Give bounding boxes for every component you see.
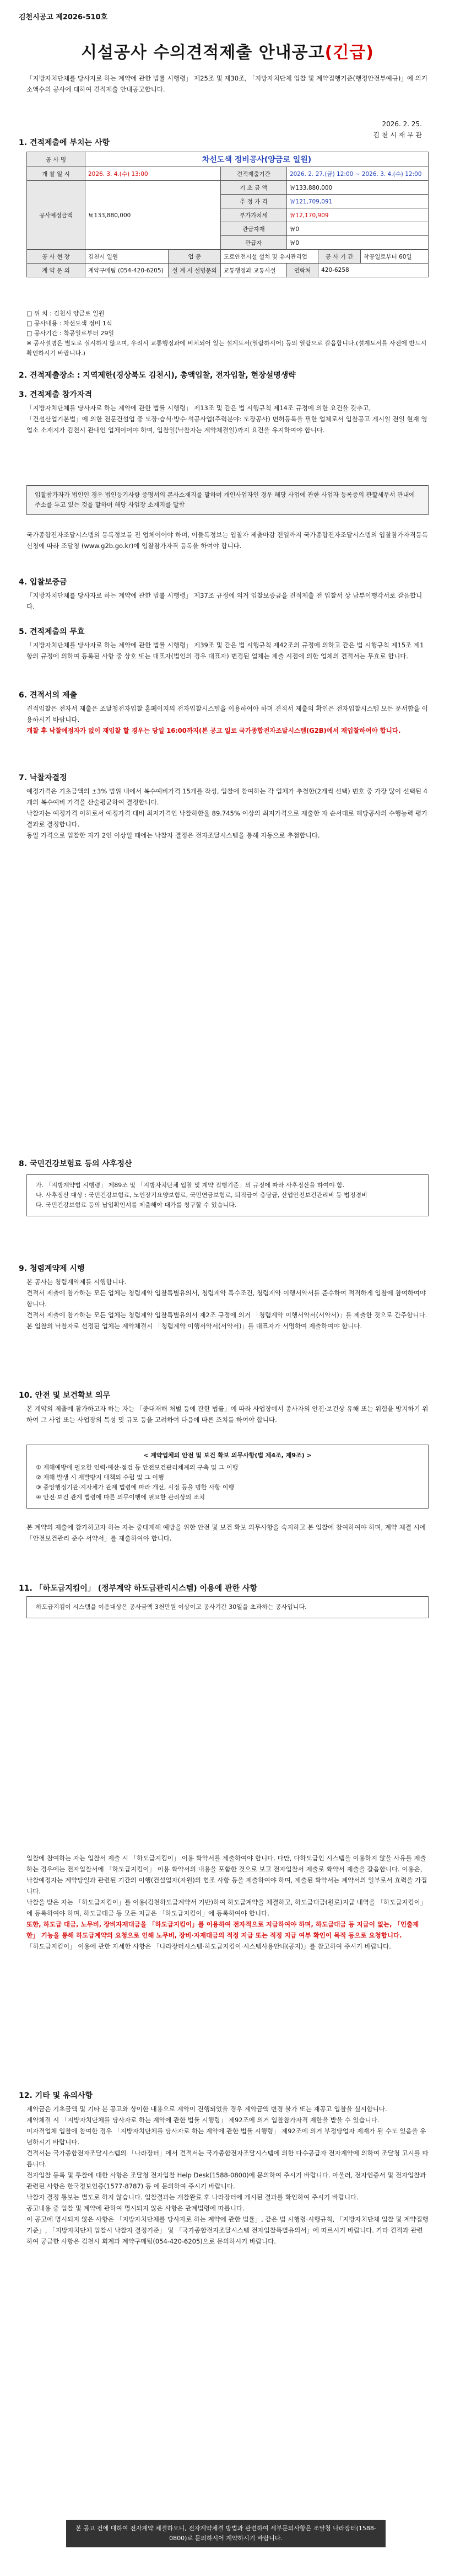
ov-sub-extra-value: ￦0 [286, 236, 428, 250]
list-item: 견적서 제출에 참가하는 모든 업체는 청렴계약 입찰특별유의서, 청렴계약 특수조건, 청렴계약 이행서약서를 준수하여 적격하게 입찰에 참여하여야 합니다. [26, 1289, 426, 1308]
section-5-heading: 5. 견적제출의 무효 [19, 627, 85, 636]
list-item: ※ 공사설명은 별도로 실시하지 않으며, 우리시 교통행정과에 비치되어 있는 설계도서(열람하시어) 등의 열람으로 갈음합니다.(설계도서를 사전에 반드시 확인하시기 바랍니다.) [26, 340, 427, 357]
ov-r4-label-1: 업 종 [169, 250, 220, 264]
s5-text: 「지방자치단체를 당사자로 하는 계약에 관한 법률 시행령」 제39조 및 같은 법 시행규칙 제42조의 규정에 의하고 같은 법 시행규칙 제15조 제1항의 규정에 의하여 등록된 사항 중 상호 또는 대표자(법인의 경우 대표자) 변경된 업체는 제출 시점에 의한 업체의 견적서는 무효로 합니다. [26, 641, 424, 660]
section-1-heading: 1. 견적제출에 부치는 사항 [19, 138, 110, 147]
s11-box [26, 1596, 429, 1618]
list-item: 「지방자치단체를 당사자로 하는 계약에 관한 법률 시행령」 제13조 및 같은 법 시행규칙 제14조 규정에 의한 요건을 갖추고, [26, 404, 371, 412]
ov-sub-value-2: ￦12,170,909 [286, 208, 428, 222]
list-item: 개찰 후 낙찰예정자가 없이 재입찰 할 경우는 당일 16:00까지(본 공고 일로 국가종합전자조달시스템(G2B)에서 재입찰하여야 합니다. [26, 727, 401, 734]
list-item: 낙찰자 결정 통보는 별도로 하지 않습니다. 입찰결과는 개찰완료 후 나라장터에 게시된 결과를 확인하여 주시기 바랍니다. [26, 2193, 359, 2201]
ov-label-open: 개 찰 일 시 [27, 167, 85, 181]
section-12-heading: 12. 기타 및 유의사항 [19, 2091, 93, 2100]
ov-label-name: 공 사 명 [27, 152, 85, 167]
list-item: 낙찰을 받은 자는 「하도급지킴이」를 이용(김천하도급계약서 기반)하여 하도급계약을 체결하고, 하도급대금(원료)지급 내역을 「하도급지킴이」에 등록하여야 하며, 하도급대금 등 모든 지급은 「하도급지킴이」에 등록하여야 합니다. [26, 1898, 427, 1917]
ov-project-name: 차선도색 정비공사(양금로 일원) [85, 152, 429, 167]
section-7-heading: 7. 낙찰자결정 [19, 774, 67, 782]
ov-r5-label-4: 연락처 [286, 264, 318, 277]
s8-box [26, 1174, 429, 1216]
section-8-heading: 8. 국민건강보험료 등의 사후정산 [19, 1160, 132, 1168]
list-item: □ 공사기간 : 착공일로부터 29일 [26, 330, 114, 337]
section-3-heading: 3. 견적제출 참가자격 [19, 390, 92, 399]
ov-r4-value-0: 김천시 일원 [85, 250, 169, 264]
section-2-heading: 2. 견적제출장소 : 지역제한(경상북도 김천시), 총액입찰, 전자입찰, 현장설명생략 [19, 371, 296, 380]
s10-box [26, 1445, 429, 1509]
ov-sub-value-0: ￦133,880,000 [286, 181, 428, 195]
section-6-heading: 6. 견적서의 제출 [19, 691, 77, 700]
notice-date: 2026. 2. 25. [382, 120, 422, 128]
list-item: 본 공사는 청렴계약제를 시행합니다. [26, 1278, 127, 1286]
list-item: 본 입찰의 낙찰자로 선정된 업체는 계약체결시 「청렴계약 이행서약서(서약서)」를 대표자가 서명하여 제출하여야 합니다. [26, 1322, 362, 1330]
list-item: 미자격업체 입찰에 참여한 경우 「지방자치단체를 당사자로 하는 계약에 관한 법률 시행령」 제92조에 의거 부정당업자 제재가 될 수도 있음을 유념하시기 바랍니다. [26, 2127, 426, 2146]
list-item: 견적서는 국가종합전자조달시스템의 「나라장터」에서 견적서는 국가종합전자조달시스템에 의한 다수공급자 전자계약에 의하여 조달청 고시를 따릅니다. [26, 2149, 429, 2168]
section-9-heading: 9. 청렴계약제 시행 [19, 1264, 85, 1273]
list-item: ① 재해예방에 필요한 인력·예산·점검 등 안전보건관리체계의 구축 및 그 이행 [36, 1464, 239, 1471]
list-item: 입찰에 참여하는 자는 입찰서 제출 시 「하도급지킴이」 이용 확약서를 제출하여야 합니다. 다만, 다하도급인 시스템을 이용하지 않을 사유를 제출하는 경우에는 전자입찰서에 「하도급지킴이」 이용 확약서의 내용을 포함한 것으로 보고 전자입찰서 제출로 확약서 제출을 갈음합니다. 이용은, 낙찰예정자는 계약당일과 관련된 기간의 이행(건설업자(자원)의 협조 사항 등을 제출하여야 하며, 제출된 확약서는 계약서의 일부로서 효력을 가집니다. [26, 1854, 427, 1895]
list-item: 이 공고에 명시되지 않은 사항은 「지방자치단체를 당사자로 하는 계약에 관한 법률」, 같은 법 시행령·시행규칙, 「지방자치단체 입찰 및 계약집행기준」, 「지방자치단체 입찰시 낙찰자 결정기준」 및 「국가종합전자조달시스템 전자입찰특별유의서」에 따르시기 바랍니다. 기타 견적과 관련하여 궁금한 사항은 김천시 회계과 계약구매팀(054-420-6205)으로 문의하시기 바랍니다. [26, 2215, 429, 2245]
list-item: 예정가격은 기초금액의 ±3% 범위 내에서 복수예비가격 15개를 작성, 입찰에 참여하는 각 업체가 추첨한(2개씩 선택) 번호 중 가장 많이 선택된 4개의 복수예비 가격을 산술평균하여 결정합니다. [26, 787, 428, 806]
list-item: 계약금은 기초금액 및 기타 본 공고와 상이한 내용으로 계약이 진행되었을 경우 계약금액 변경 불가 또는 재공고 입찰을 실시합니다. [26, 2105, 387, 2113]
list-item: 가. 「지방계약법 시행령」 제89조 및 「지방자치단체 입찰 및 계약 집행기준」의 규정에 따라 사후정산을 하여야 함. [36, 1182, 345, 1189]
ov-sub-extra-label: 관급자 [220, 236, 286, 250]
list-item: 계약체결 시 「지방자치단체를 당사자로 하는 계약에 관한 법률 시행령」 제92조에 의거 입찰참가자격 제한을 받을 수 있습니다. [26, 2116, 380, 2124]
ov-r4-value-1: 도로안전시설 설치 및 유지관리업 [220, 250, 318, 264]
s12-items [26, 2103, 429, 2247]
ov-r5-label-0: 계 약 문 의 [27, 264, 85, 277]
list-item: 동일 가격으로 입찰한 자가 2인 이상일 때에는 낙찰자 결정은 전자조달시스템을 통해 자동으로 추첨합니다. [26, 831, 320, 839]
s3-after: 국가종합전자조달시스템의 등록정보를 전 업체이어야 하며, 이들록정보는 입찰자 제출마감 전일까지 국가종합전자조달시스템의 입찰참가자격등록신청에 따라 조달청 (www.g2b.go.kr)에 입찰참가자격 등록을 하여야 합니다. [26, 531, 428, 550]
title-main: 시설공사 수의견적제출 안내공고 [81, 43, 325, 62]
list-item: 낙찰자는 예정가격 이하로서 예정가격 대비 최저가격인 낙찰하한율 89.745% 이상의 최저가격으로 제출한 자 순서대로 해당공사의 수행능력 평가 결과로 결정합니다. [26, 809, 428, 828]
list-item: 「하도급지킴이」 이용에 관한 자세한 사항은 「나라장터시스템·하도급지킴이·시스템사용안내(공지)」를 참고하여 주시기 바랍니다. [26, 1942, 391, 1950]
section-10-heading: 10. 안전 및 보건확보 의무 [19, 1391, 111, 1400]
ov-sub-label-2: 부가가치세 [220, 208, 286, 222]
list-item: □ 위 치 : 김천시 양금로 일원 [26, 310, 105, 317]
list-item: 또한, 하도급 대금, 노무비, 장비자재대금을 「하도급지킴이」를 이용하여 전자적으로 지급하여야 하며, 하도급대금 등 지급이 없는, 「인출제한」 기능을 통해 하도급계약의 요청으로 인해 노무비, 장비·자재대금의 적정 지급 또는 적정 지급 여부 확인이 목적 등으로 요청합니다. [26, 1920, 419, 1939]
list-item: □ 공사내용 : 차선도색 정비 1식 [26, 320, 112, 327]
page-title [0, 39, 455, 63]
list-item: 전자입찰 등록 및 투찰에 대한 사항은 조달청 전자입찰 Help Desk(1588-0800)에 문의하여 주시기 바랍니다. 아울러, 전자인증서 및 전자입찰과 관련된 사항은 한국정보인증(1577-8787) 등 에 문의하여 주시기 바랍니다. [26, 2171, 426, 2190]
notice-issuer: 김 천 시 재 무 관 [373, 131, 422, 139]
list-item: ③ 중앙행정기관·지자체가 관계 법령에 따라 개선, 시정 등을 명한 사항 이행 [36, 1484, 234, 1491]
ov-sub-value-3: ￦0 [286, 222, 428, 236]
overview-notes [26, 309, 429, 358]
notice-date-block [373, 119, 422, 141]
ov-open-date: 2026. 3. 4.(수) 13:00 [85, 167, 221, 181]
s11-items [26, 1853, 429, 1952]
ov-r5-dept: 교통행정과 교통시설 [220, 264, 286, 277]
s7-items [26, 786, 429, 841]
ov-r5-phone: 420-6258 [318, 264, 429, 277]
ov-budget-value: ￦133,880,000 [85, 181, 221, 250]
list-item: 공고내용 중 입찰 및 계약에 관하여 명시되지 않은 사항은 관계법령에 따릅니다. [26, 2204, 245, 2212]
list-item: 나. 사후정산 대상 : 국민건강보험료, 노인장기요양보험료, 국민연금보험료, 퇴직급여 충당금, 산업안전보건관리비 등 법정경비 [36, 1192, 367, 1199]
ov-sub-label-3: 관급자재 [220, 222, 286, 236]
s3-note-box: 입찰참가자가 법인인 경우 법인등기사항 증명서의 본사소재지를 말하며 개인사업자인 경우 해당 사업에 관한 사업자 등록증의 관할세무서 관내에 주소를 두고 있는 것을 말하며 해당 사업장 소재지를 말함 [26, 485, 429, 515]
ov-r4-label-0: 공 사 현 장 [27, 250, 85, 264]
ov-r4-value-3: 착공일로부터 60일 [360, 250, 428, 264]
list-item: 견적입찰은 전자서 제출은 조달청전자입찰 홈페이지의 전자입찰시스템을 이용하여야 하며 견적서 제출의 확인은 전자입찰시스템 모든 문서함을 이용하시기 바랍니다. [26, 705, 428, 723]
s10-after: 본 계약의 제출에 참가하고자 하는 자는 중대재해 예방을 위한 안전 및 보건 확보 의무사항을 숙지하고 본 입찰에 참여하여야 하며, 계약 체결 시에 「안전보건관리 준수 서약서」를 제출하여야 합니다. [26, 1523, 426, 1542]
ov-r4-label-3: 공 사 기 간 [318, 250, 361, 264]
footer-notice-box: 본 공고 건에 대하여 전자계약 체결하오니, 전자계약체결 방법과 관련하여 세부문의사항은 조달청 나라장터(1588-0800)로 문의하시어 계약하시기 바랍니다. [66, 2520, 386, 2547]
ov-sub-label-1: 추 정 가 격 [220, 195, 286, 208]
s10-box-title: < 계약업체의 안전 및 보건 확보 의무사항(법 제4조, 제9조) > [143, 1452, 312, 1459]
list-item: 다. 국민건강보험료 등의 납입확인서를 제출해야 대가를 청구할 수 있습니다. [36, 1201, 237, 1209]
ov-r5-label-2: 설 계 서 설명문의 [169, 264, 220, 277]
list-item: 견적서 제출에 참가하는 모든 업체는 청렴계약 입찰특별유의서 제2조 규정에 의거 「청렴계약 이행서약서(서약서)」를 제출한 것으로 간주합니다. [26, 1311, 427, 1319]
s3-items [26, 402, 429, 436]
s4-text: 「지방자치단체를 당사자로 하는 계약에 관한 법률 시행령」 제37조 규정에 의거 입찰보증금을 견적제출 전 입찰서 상 납부이행각서로 갈음합니다. [26, 592, 422, 610]
section-4-heading: 4. 입찰보증금 [19, 578, 67, 587]
list-item: ④ 안전·보건 관계 법령에 따른 의무이행에 필요한 관리상의 조치 [36, 1494, 205, 1501]
notice-number: 김천시공고 제2026-510호 [19, 13, 108, 22]
list-item: ② 재해 발생 시 재발방지 대책의 수립 및 그 이행 [36, 1474, 164, 1481]
overview-table [26, 152, 429, 277]
list-item: 「건설산업기본법」에 의한 전문건설업 중 도장·습식·방수·석공사업(주력분야: 도장공사) 면허등록을 필한 업체로서 입찰공고 게시일 전일 현재 영업소 소재지가 김천시 관내인 업체이어야 하며, 입찰일(낙찰자는 계약체결일)까지 요건을 유지하여야 합니다. [26, 415, 427, 434]
s10-intro: 본 계약의 제출에 참가하고자 하는 자는 「중대재해 처벌 등에 관한 법률」에 따라 사업장에서 종사자의 안전·보건상 유해 또는 위험을 방지하기 위하여 그 사업 또는 사업장의 특성 및 규모 등을 고려하여 다음에 따른 조치를 하여야 합니다. [26, 1405, 429, 1424]
ov-sub-label-0: 기 초 금 액 [220, 181, 286, 195]
s6-items [26, 703, 429, 736]
s9-items [26, 1276, 429, 1332]
title-urgent: (긴급) [324, 43, 374, 62]
ov-label-period: 견적제출기간 [220, 167, 286, 181]
ov-period-value: 2026. 2. 27.(금) 12:00 ~ 2026. 3. 4.(수) 12:00 [286, 167, 428, 181]
ov-r5-contact: 계약구매팀 (054-420-6205) [85, 264, 169, 277]
ov-sub-value-1: ￦121,709,091 [286, 195, 428, 208]
s11-box-text: 하도급지킴이 시스템을 이용대상은 공사금액 3천만원 이상이고 공사기간 30일을 초과하는 공사입니다. [36, 1603, 307, 1611]
intro-text: 「지방자치단체를 당사자로 하는 계약에 관한 법률 시행령」 제25조 및 제30조, 「지방자치단체 입찰 및 계약집행기준(행정안전부예규)」에 의거 소액수의 공사에 대하여 견적제출 안내공고합니다. [26, 74, 427, 93]
section-11-heading: 11. 「하도급지킴이」 (정부계약 하도급관리시스템) 이용에 관한 사항 [19, 1584, 257, 1593]
ov-label-budget: 공사예정금액 [27, 181, 85, 250]
